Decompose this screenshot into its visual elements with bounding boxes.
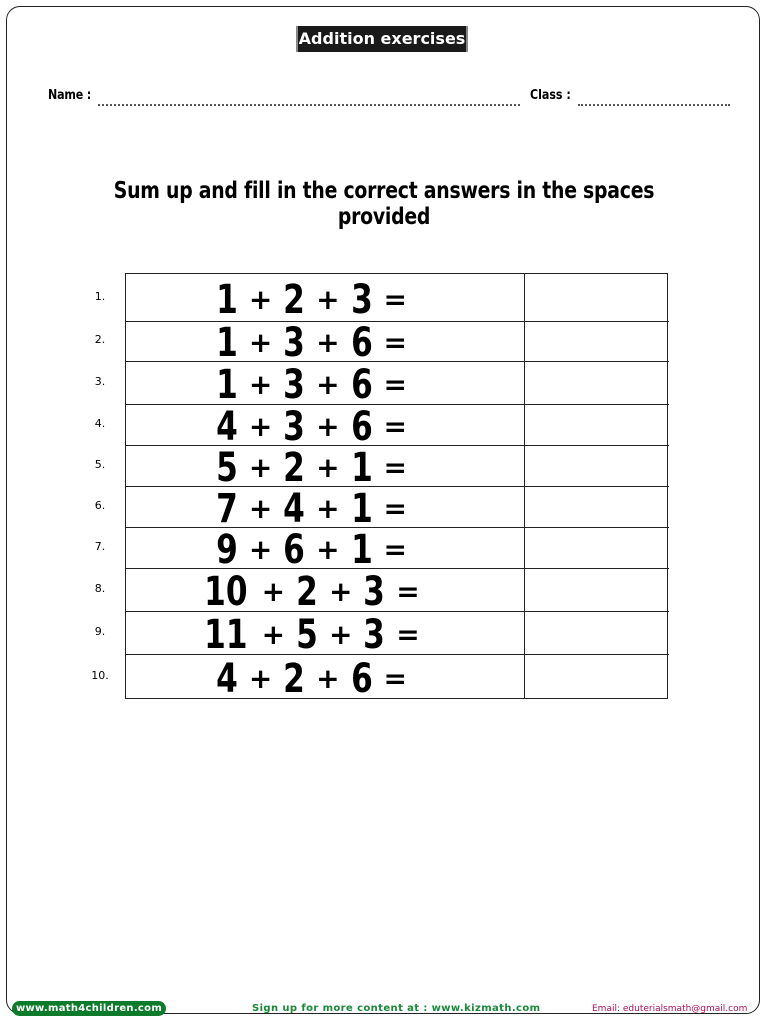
addend-b: 3: [283, 403, 306, 450]
plus-sign: +: [316, 367, 340, 401]
addend-c: 1: [350, 485, 373, 532]
plus-sign: +: [316, 450, 340, 484]
equals-sign: =: [383, 491, 407, 525]
addend-b: 2: [283, 276, 306, 323]
page-title: Addition exercises: [296, 26, 468, 52]
addend-b: 2: [296, 568, 318, 615]
exercise-number: 5.: [94, 457, 106, 471]
plus-sign: +: [248, 326, 273, 359]
plus-sign: +: [316, 282, 340, 316]
exercise-expression: [213, 276, 415, 323]
addend-c: 6: [350, 655, 373, 702]
exercise-number: 10.: [91, 668, 109, 682]
addend-a: 5: [216, 444, 238, 491]
answer-cell[interactable]: [524, 445, 667, 484]
exercise-expression: [213, 526, 415, 573]
plus-sign: +: [248, 450, 273, 484]
equals-sign: =: [383, 282, 407, 316]
addend-c: 3: [363, 611, 386, 658]
answer-cell[interactable]: [524, 486, 667, 525]
footer-signup-text[interactable]: Sign up for more content at : www.kizmath.com: [252, 1003, 541, 1014]
exercise-number: 4.: [94, 416, 106, 430]
addend-a: 4: [216, 403, 238, 450]
answer-cell[interactable]: [524, 654, 667, 697]
plus-sign: +: [328, 574, 353, 608]
addend-c: 6: [350, 320, 373, 366]
answer-cell[interactable]: [524, 568, 667, 609]
name-field[interactable]: [98, 90, 520, 106]
addend-b: 4: [283, 485, 306, 532]
exercise-expression: [213, 403, 415, 450]
equals-sign: =: [383, 409, 407, 443]
answer-cell[interactable]: [524, 274, 667, 319]
plus-sign: +: [316, 491, 340, 525]
addend-c: 3: [363, 568, 386, 615]
addend-a: 1: [216, 320, 238, 366]
equals-sign: =: [383, 532, 407, 566]
instruction-text: Sum up and fill in the correct answers in the spaces provided: [113, 178, 655, 230]
equals-sign: =: [383, 661, 407, 695]
exercise-number: 1.: [94, 289, 106, 303]
footer-website-badge[interactable]: www.math4children.com: [12, 1001, 166, 1016]
addend-b: 6: [283, 526, 306, 573]
addend-b: 2: [283, 655, 306, 702]
equals-sign: =: [396, 617, 420, 651]
equals-sign: =: [383, 450, 407, 484]
exercise-expression: [213, 320, 415, 366]
answer-cell[interactable]: [524, 611, 667, 652]
name-label: Name :: [48, 88, 91, 103]
footer-email-text[interactable]: Email: eduterialsmath@gmail.com: [592, 1004, 748, 1014]
plus-sign: +: [316, 326, 340, 359]
exercise-expression: [213, 444, 415, 491]
class-field[interactable]: [578, 90, 730, 106]
plus-sign: +: [248, 532, 273, 566]
exercise-expression: [213, 485, 415, 532]
plus-sign: +: [328, 617, 353, 651]
addend-a: 4: [216, 655, 238, 702]
addend-a: 10: [204, 568, 248, 615]
exercise-number: 8.: [94, 581, 106, 595]
addend-a: 1: [216, 361, 238, 408]
plus-sign: +: [316, 661, 340, 695]
equals-sign: =: [396, 574, 420, 608]
addend-a: 7: [216, 485, 238, 532]
exercise-expression: [213, 655, 415, 702]
answer-cell[interactable]: [524, 321, 667, 359]
equals-sign: =: [383, 367, 407, 401]
addend-a: 11: [204, 611, 248, 658]
plus-sign: +: [248, 367, 273, 401]
plus-sign: +: [248, 661, 273, 695]
plus-sign: +: [248, 282, 273, 316]
class-label: Class :: [530, 88, 571, 103]
addend-b: 2: [283, 444, 306, 491]
answer-cell[interactable]: [524, 404, 667, 443]
exercise-number: 7.: [94, 539, 106, 553]
exercise-number: 6.: [94, 498, 106, 512]
addend-a: 9: [216, 526, 238, 573]
addend-b: 3: [283, 320, 306, 366]
addend-b: 3: [283, 361, 306, 408]
addend-c: 6: [350, 361, 373, 408]
addend-c: 1: [350, 444, 373, 491]
exercise-number: 9.: [94, 624, 106, 638]
addend-c: 3: [350, 276, 373, 323]
exercise-number: 3.: [94, 374, 106, 388]
plus-sign: +: [261, 617, 286, 651]
answer-cell[interactable]: [524, 361, 667, 402]
addend-c: 6: [350, 403, 373, 450]
equals-sign: =: [383, 326, 407, 359]
plus-sign: +: [316, 532, 340, 566]
exercise-expression: [198, 611, 428, 658]
answer-cell[interactable]: [524, 527, 667, 566]
addend-c: 1: [350, 526, 373, 573]
plus-sign: +: [248, 409, 273, 443]
exercise-expression: [213, 361, 415, 408]
plus-sign: +: [248, 491, 273, 525]
addend-a: 1: [216, 276, 238, 323]
plus-sign: +: [316, 409, 340, 443]
addend-b: 5: [296, 611, 318, 658]
exercise-number: 2.: [94, 333, 106, 346]
plus-sign: +: [261, 574, 286, 608]
exercise-expression: [198, 568, 428, 615]
